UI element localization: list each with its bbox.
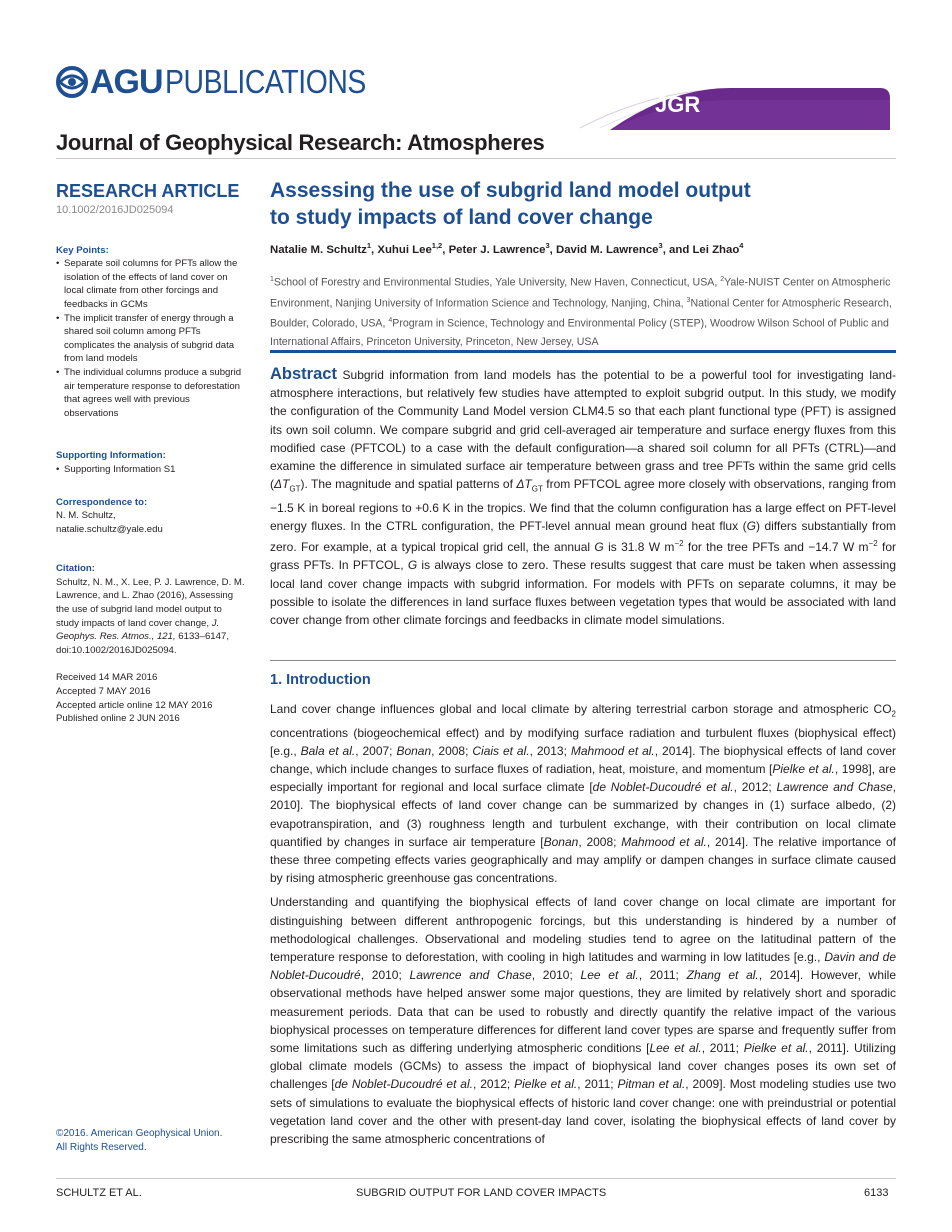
article-title <box>270 177 890 231</box>
title-line-1: Assessing the use of subgrid land model output <box>270 179 751 202</box>
key-points-list <box>56 257 246 420</box>
supporting-info-heading: Supporting Information: <box>56 450 166 462</box>
title-line-2: to study impacts of land cover change <box>270 206 653 229</box>
author-name: Peter J. Lawrence <box>448 243 546 256</box>
footer-divider <box>56 1178 896 1179</box>
citation-pages: 6133–6147, doi:10.1002/2016JD025094. <box>56 631 229 656</box>
abstract: Abstract Subgrid information from land models has the potential to be a powerful tool for investigating land-atmosphere interactions, but relatively few studies have attempted to exploit subgrid output. In this study, we modify the configuration of the Community Land Model version CLM4.5 so that each plant functional type (PFT) is assigned its own soil column. We compare subgrid and grid cell-averaged air temperature and surface energy fluxes from this modified case (PFTCOL) to a case with the default configuration—a shared soil column for all PFTs (CTRL)—and examine the difference in simulated surface air temperature between grass and tree PFTs within the same grid cells $(\Delta T_{GT})$. The magnitude and spatial patterns of $\Delta T_{GT}$ from PFTCOL agree more closely with observations, ranging from −1.5 K in boreal regions to +0.6 K in the tropics. We find that the column configuration has a large effect on PFT-level energy fluxes. In the CTRL configuration, the PFT-level annual mean ground heat flux (G) differs substantially from zero. For example, at a typical tropical grid cell, the annual G is 31.8 W $m^{-2}$ for the tree PFTs and −14.7 W $m^{-2}$ for grass PFTs. In PFTCOL, G is always close to zero. These results suggest that care must be taken when assessing local land cover change impacts with subgrid information. For models with PFTs on separate columns, it may be possible to isolate the differences in land surface fluxes between vegetation types that would be associated with land cover change from other climate forcings and feedbacks in climate model simulations. <box>270 365 897 628</box>
author-affiliation-mark: 4 <box>739 241 744 250</box>
section-heading-introduction: 1. Introduction <box>270 672 371 688</box>
date-published: Published online 2 JUN 2016 <box>56 713 180 725</box>
correspondence-heading: Correspondence to: <box>56 496 148 508</box>
agu-publications-logo <box>56 62 398 102</box>
abstract-heading: Abstract <box>270 365 337 383</box>
copyright <box>56 1127 222 1155</box>
author-list: Natalie M. Schultz$^1$, Xuhui Lee$^{1,2}$, Peter J. Lawrence$^3$, David M. Lawrence$^3$, and Lei Zhao$^4$ <box>270 241 744 256</box>
paragraph: Understanding and quantifying the biophysical effects of land cover change on local climate are important for distinguishing between different anthropogenic forcings, but this understanding is hindered by a number of methodological challenges. Observational and modeling studies tend to agree on the latitudinal pattern of the temperature response to deforestation, with cooling in high latitudes and warming in low latitudes [e.g., Davin and de Noblet-Ducoudré, 2010; Lawrence and Chase, 2010; Lee et al., 2011; Zhang et al., 2014]. However, while observational methods have helped answer some major questions, they are limited by relatively short and sporadic measurement periods. Data that can be used to robustly and directly quantify the relative impact of the various biophysical processes on temperature differences for different land cover types are sparse and frequently suffer from some limitations such as differing underlying atmospheric conditions [Lee et al., 2011; Pielke et al., 2011]. Utilizing global climate models (GCMs) to assess the impact of biophysical land cover changes poses its own set of challenges [de Noblet-Ducoudré et al., 2012; Pielke et al., 2011; Pitman et al., 2009]. Most modeling studies use two sets of simulations to evaluate the biophysical effects of historic land cover change: one with preindustrial or potential vegetation land cover and the other with present-day land cover, isolating the biophysical effects of land cover by prescribing the same atmospheric concentrations of <box>270 895 897 1147</box>
footer-authors: SCHULTZ ET AL. <box>56 1187 142 1199</box>
citation-heading: Citation: <box>56 563 95 575</box>
citation <box>56 576 246 658</box>
key-point: • The implicit transfer of energy through a shared soil column among PFTs complicates the analysis of subgrid data from land models <box>56 312 246 366</box>
citation-journal: J. Geophys. Res. Atmos., 121, <box>56 617 220 643</box>
key-point: • Separate soil columns for PFTs allow the isolation of the effects of land cover on local climate from other forcings and feedbacks in GCMs <box>56 257 246 311</box>
key-points-heading: Key Points: <box>56 244 109 256</box>
author-name: David M. Lawrence <box>555 243 659 256</box>
author-affiliation-mark: 1 <box>366 241 372 250</box>
author-affiliation-mark: 3 <box>658 241 663 250</box>
intro-divider <box>270 660 896 661</box>
article-type: RESEARCH ARTICLE <box>56 181 240 201</box>
introduction-body <box>270 700 896 1154</box>
correspondence-email[interactable]: natalie.schultz@yale.edu <box>56 523 163 535</box>
affiliation: Yale-NUIST Center on Atmospheric Environment, Nanjing University of Information Science and Technology, Nanjing, China, <box>270 276 891 310</box>
doi[interactable]: 10.1002/2016JD025094 <box>56 204 174 216</box>
logo-agu-text: AGU <box>90 62 163 101</box>
copyright-line: ©2016. American Geophysical Union. <box>56 1128 223 1139</box>
sidebar <box>56 180 246 726</box>
jgr-badge-text: JGR <box>655 92 701 117</box>
author-affiliation-mark: 3 <box>545 241 550 250</box>
agu-globe-icon <box>56 66 88 98</box>
paragraph: Land cover change influences global and local climate by altering terrestrial carbon storage and atmospheric $CO_2$ concentrations (biogeochemical effect) and by modifying surface radiation and turbulent fluxes (biophysical effect) [e.g., Bala et al., 2007; Bonan, 2008; Ciais et al., 2013; Mahmood et al., 2014]. The biophysical effects of land cover change, which include changes to surface fluxes of radiation, heat, moisture, and momentum [Pielke et al., 1998], are especially important for regional and local surface climate [de Noblet-Ducoudré et al., 2012; Lawrence and Chase, 2010]. The biophysical effects of land cover change can be summarized by changes in (1) surface albedo, (2) evapotranspiration, and (3) roughness length and turbulent exchange, with their contribution on local climate quantified by changes in surface air temperature [Bonan, 2008; Mahmood et al., 2014]. The relative importance of these three competing effects varies geographically and may amplify or dampen changes in surface climate caused by rising atmospheric greenhouse gas concentrations. <box>270 702 897 886</box>
key-point: • The individual columns produce a subgrid air temperature response to deforestation that agrees well with previous observations <box>56 366 246 420</box>
logo-publications-text: PUBLICATIONS <box>164 63 366 100</box>
footer-running-title: SUBGRID OUTPUT FOR LAND COVER IMPACTS <box>356 1187 607 1199</box>
header-divider <box>56 158 896 159</box>
date-accepted-online: Accepted article online 12 MAY 2016 <box>56 699 213 711</box>
copyright-rights: All Rights Reserved. <box>56 1142 147 1153</box>
abstract-divider <box>270 350 896 353</box>
affiliation: National Center for Atmospheric Research, Boulder, Colorado, USA, <box>270 297 892 330</box>
jgr-badge <box>560 70 900 130</box>
affiliation: Program in Science, Technology and Environmental Policy (STEP), Woodrow Wilson School of Public and International Affairs, Princeton University, Princeton, New Jersey, USA <box>270 317 889 348</box>
affiliation: School of Forestry and Environmental Studies, Yale University, New Haven, Connecticut, USA, <box>273 276 721 289</box>
affiliations: $^1$School of Forestry and Environmental Studies, Yale University, New Haven, Connecticut, USA, $^2$Yale-NUIST Center on Atmospheric Environment, Nanjing University of Information Science and Technology, Nanjing, China, $^3$National Center for Atmospheric Research, Boulder, Colorado, USA, $^4$Program in Science, Technology and Environmental Policy (STEP), Woodrow Wilson School of Public and International Affairs, Princeton University, Princeton, New Jersey, USA <box>270 276 892 348</box>
citation-text: Schultz, N. M., X. Lee, P. J. Lawrence, D. M. Lawrence, and L. Zhao (2016), Assessing the use of subgrid land model output to study impacts of land cover change, <box>56 576 245 629</box>
date-accepted: Accepted 7 MAY 2016 <box>56 686 151 698</box>
correspondence-name: N. M. Schultz, <box>56 510 116 522</box>
author-affiliation-mark: 1,2 <box>431 241 443 250</box>
date-received: Received 14 MAR 2016 <box>56 672 158 684</box>
supporting-info-list <box>56 463 246 477</box>
supporting-info-item[interactable]: • Supporting Information S1 <box>56 463 246 477</box>
author-name: Lei Zhao <box>692 243 740 256</box>
page-number: 6133 <box>864 1187 889 1199</box>
journal-title: Journal of Geophysical Research: Atmospheres <box>56 130 545 155</box>
author-name: Natalie M. Schultz <box>270 243 367 256</box>
author-name: Xuhui Lee <box>377 243 432 256</box>
